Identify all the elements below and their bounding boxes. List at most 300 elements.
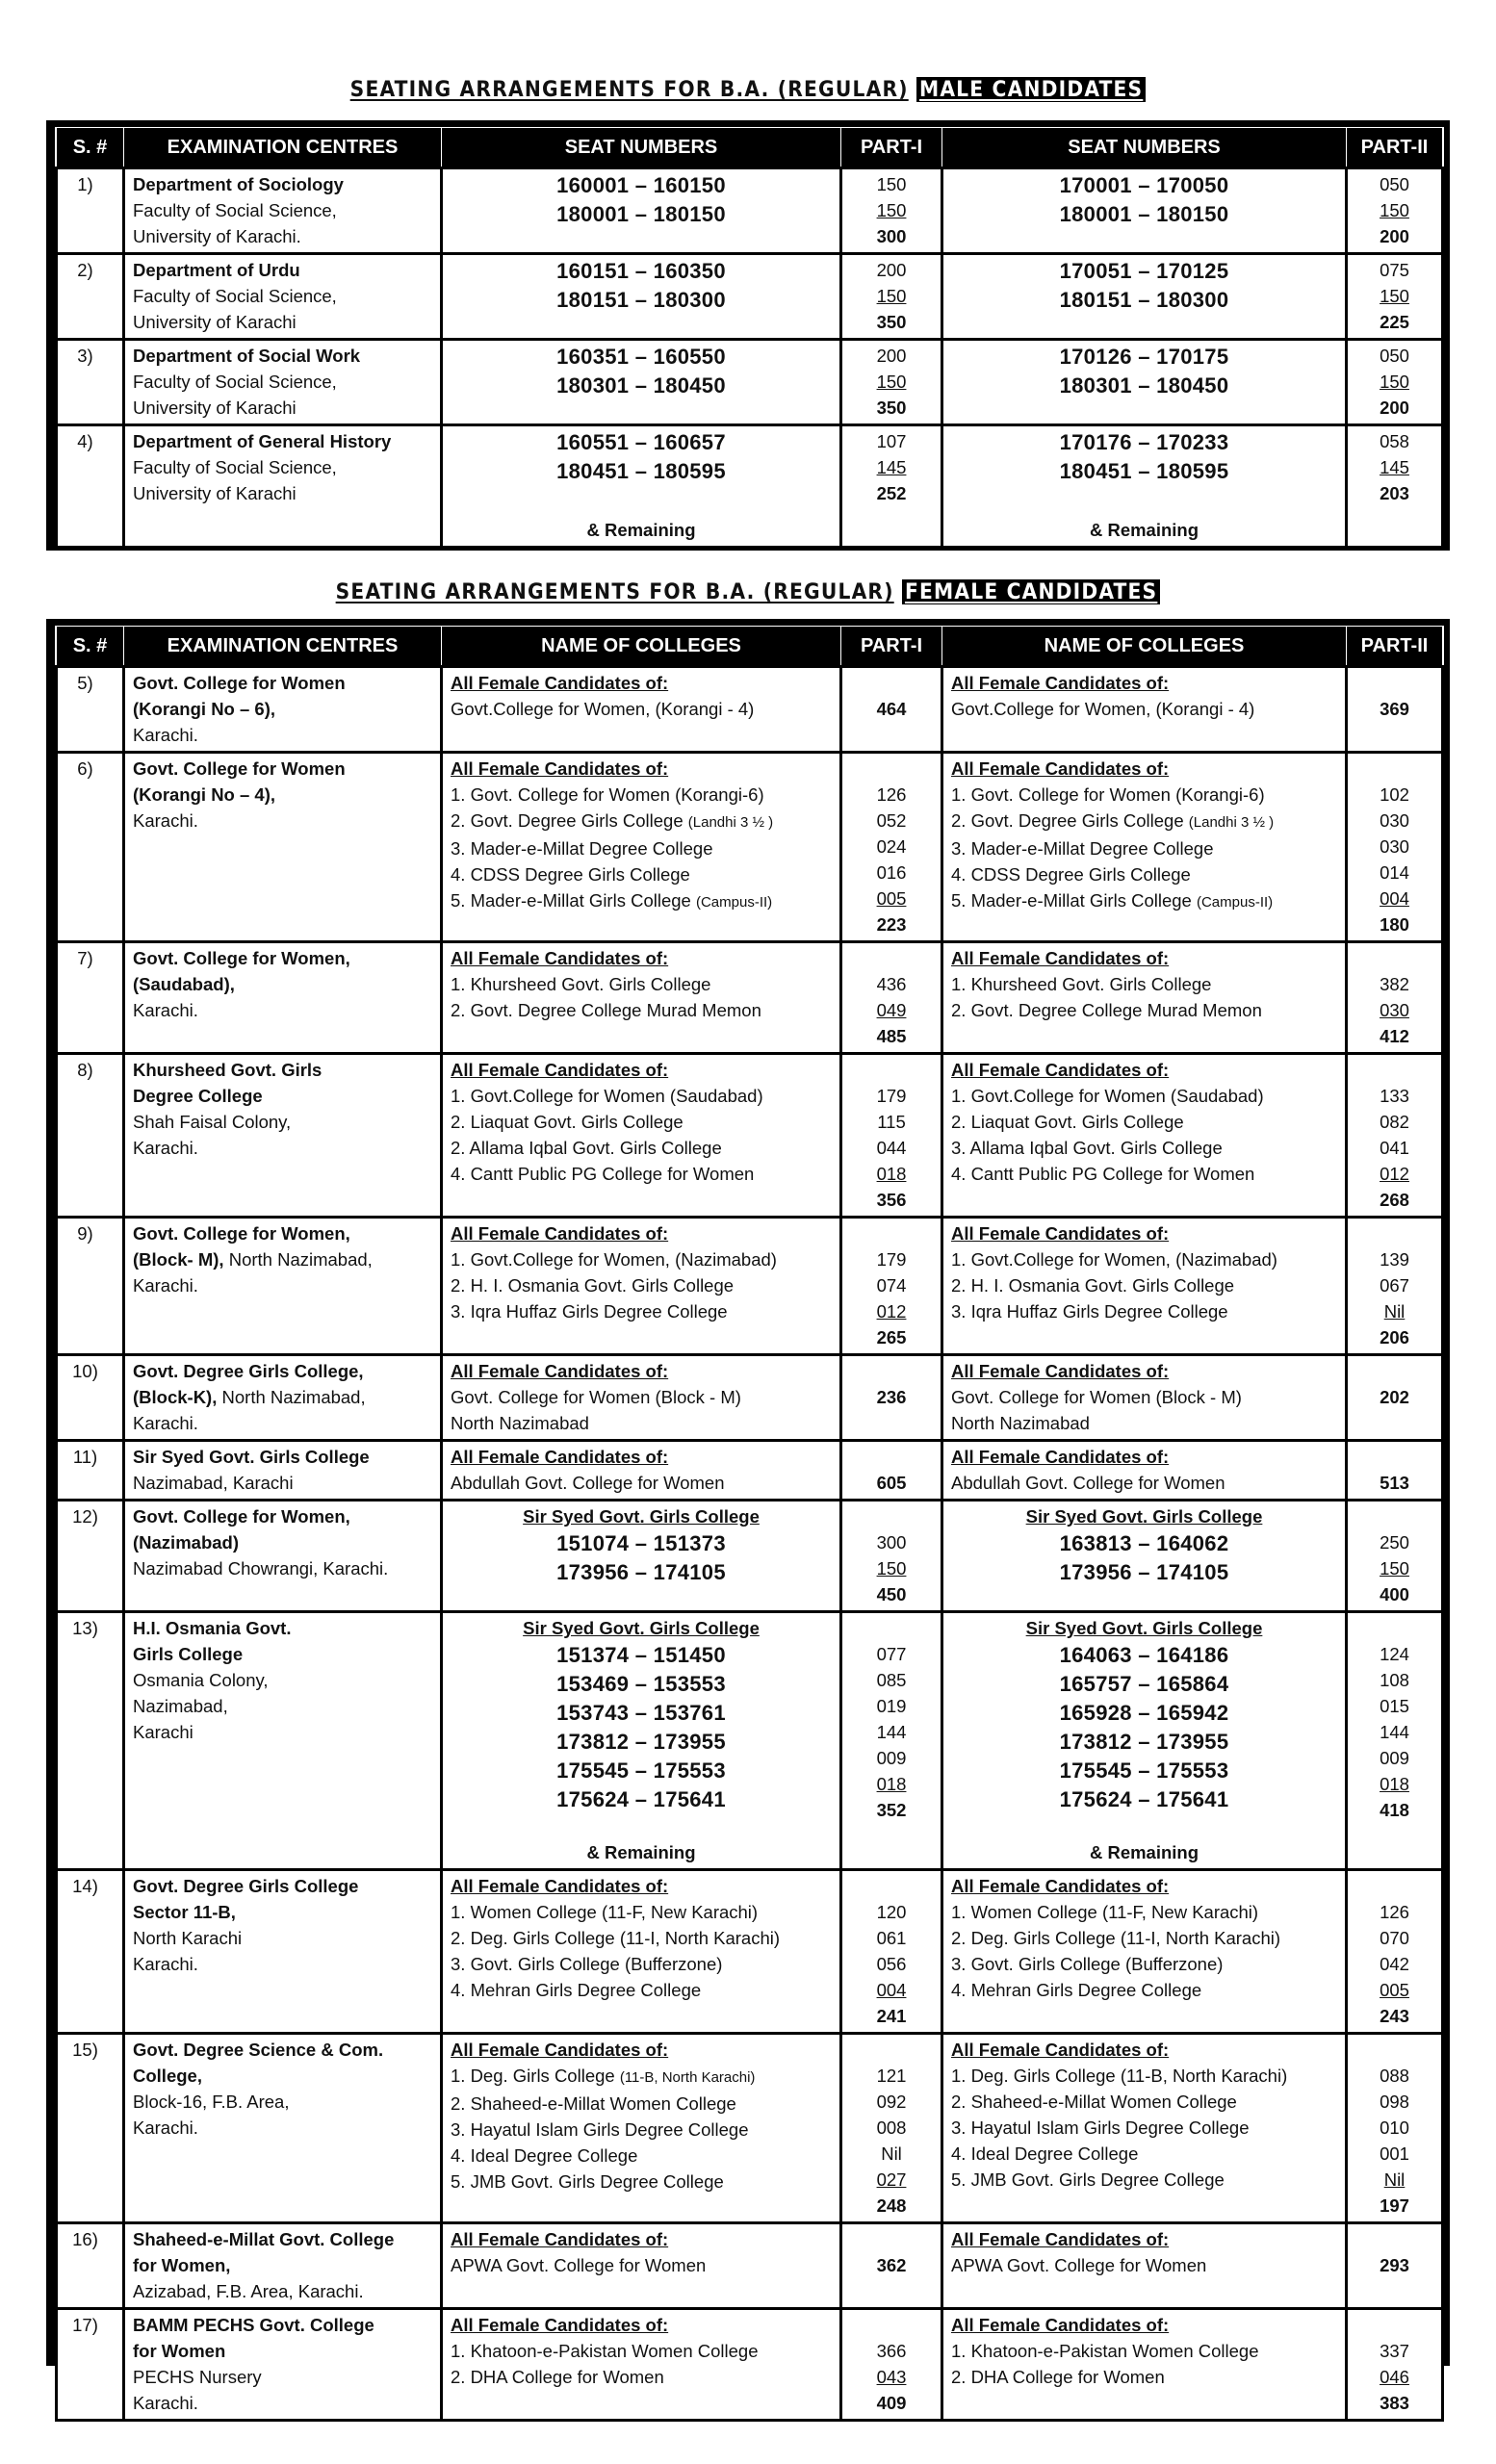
count-text: 041	[1380, 1138, 1409, 1158]
college-item	[451, 2063, 832, 2091]
spacer	[1348, 756, 1441, 782]
serial-number: 12)	[57, 1501, 124, 1612]
count-text: 250	[1380, 1532, 1409, 1553]
table-row	[57, 2034, 1443, 2223]
colleges-part1	[442, 2034, 841, 2223]
college-name: 5. JMB Govt. Girls Degree College	[951, 2169, 1225, 2190]
part2-counts	[1347, 2223, 1443, 2309]
centre-name-text: Govt. College for Women	[133, 758, 346, 779]
count-value	[1348, 1109, 1441, 1135]
examination-centre	[124, 942, 442, 1054]
count-value	[842, 1161, 941, 1187]
table-row	[57, 667, 1443, 753]
count-text: 018	[876, 1164, 907, 1184]
college-item	[951, 1384, 1337, 1410]
all-female-candidates-label: All Female Candidates of:	[451, 2315, 669, 2335]
spacer	[842, 1503, 941, 1529]
part2-counts	[1347, 2309, 1443, 2421]
male-seating-table-frame	[46, 120, 1450, 551]
count-text: 010	[1380, 2118, 1409, 2138]
spacer	[1348, 1220, 1441, 1246]
centre-name-text: Shaheed-e-Millat Govt. College	[133, 2229, 395, 2249]
count-value	[1348, 1555, 1441, 1581]
count-text: 067	[1380, 1275, 1409, 1296]
seat-numbers-part2	[942, 425, 1347, 548]
centre-name-text: (Saudabad),	[133, 974, 235, 994]
count-text: Nil	[1383, 1301, 1406, 1322]
serial-number: 2)	[57, 254, 124, 340]
seat-numbers-part2	[942, 340, 1347, 425]
count-text: 008	[876, 2118, 907, 2138]
count-text: 150	[876, 1558, 907, 1578]
centre-name-text: Khursheed Govt. Girls	[133, 1060, 322, 1080]
total-count: 248	[876, 2195, 907, 2216]
count-value	[842, 2141, 941, 2167]
college-name: 3. Allama Iqbal Govt. Girls College	[951, 1138, 1223, 1158]
college-item	[951, 1109, 1337, 1135]
college-name: 2. H. I. Osmania Govt. Girls College	[951, 1275, 1235, 1296]
part1-counts	[841, 2223, 942, 2309]
college-name: Abdullah Govt. College for Women	[951, 1473, 1225, 1493]
examination-centre	[124, 1054, 442, 1218]
count-text: 012	[1380, 1164, 1409, 1184]
count-value	[1348, 2141, 1441, 2167]
count-value	[842, 886, 941, 911]
college-item	[951, 2167, 1337, 2193]
table-row	[57, 1612, 1443, 1870]
centre-name: Department of Urdu	[133, 260, 300, 280]
college-name: 2. Shaheed-e-Millat Women College	[451, 2093, 736, 2114]
count-value	[1348, 886, 1441, 911]
seat-range: 180301 – 180450	[556, 373, 726, 398]
count-text: 200	[876, 260, 907, 280]
total-count: 412	[1380, 1026, 1409, 1046]
count-text: 150	[1380, 200, 1409, 220]
centre-name-text: Govt. Degree Girls College,	[133, 1361, 364, 1381]
count-text: 126	[876, 784, 907, 805]
serial-number: 13)	[57, 1612, 124, 1870]
female-table-header-row	[57, 627, 1443, 667]
count-text: 145	[876, 457, 907, 477]
total-count: 485	[876, 1026, 907, 1046]
centre-name-text: BAMM PECHS Govt. College	[133, 2315, 374, 2335]
seat-range: 180451 – 180595	[556, 459, 726, 483]
centre-name-line	[133, 1615, 432, 1641]
total-count: 409	[876, 2393, 907, 2413]
remaining-note: & Remaining	[586, 1842, 696, 1862]
count-text: 027	[876, 2169, 907, 2190]
col-header-serial: S. #	[57, 627, 124, 667]
all-female-candidates-label: All Female Candidates of:	[451, 1876, 669, 1896]
college-name: 2. Liaquat Govt. Girls College	[951, 1112, 1184, 1132]
colleges-part1	[442, 753, 841, 942]
centre-name-line	[133, 670, 432, 696]
table-row	[57, 942, 1443, 1054]
count-value	[842, 1951, 941, 1977]
count-value	[1348, 1529, 1441, 1555]
count-text: 001	[1380, 2143, 1409, 2164]
college-item	[951, 696, 1337, 722]
centre-name-line	[133, 971, 432, 997]
college-name: 3. Mader-e-Millat Degree College	[951, 838, 1214, 859]
college-name: 3. Mader-e-Millat Degree College	[451, 838, 713, 859]
college-name: 4. Mehran Girls Degree College	[951, 1980, 1202, 2000]
part2-counts	[1347, 254, 1443, 340]
total-count: 450	[876, 1584, 907, 1604]
count-value	[842, 1529, 941, 1555]
college-name: 1. Women College (11-F, New Karachi)	[451, 1902, 759, 1922]
centre-name: Department of Social Work	[133, 346, 361, 366]
centre-address-line: University of Karachi	[133, 398, 297, 418]
count-value	[842, 1899, 941, 1925]
centre-name-text: Govt. College for Women,	[133, 948, 350, 968]
count-value	[842, 171, 941, 197]
spacer	[1348, 1057, 1441, 1083]
college-name: 4. CDSS Degree Girls College	[951, 864, 1191, 885]
count-value	[1348, 997, 1441, 1023]
part1-counts	[841, 168, 942, 254]
count-text: 126	[1380, 1902, 1409, 1922]
table-row	[57, 1441, 1443, 1501]
examination-centre	[124, 1218, 442, 1355]
seat-range: 160151 – 160350	[556, 259, 726, 283]
centre-name-line	[133, 2226, 432, 2252]
spacer	[1348, 945, 1441, 971]
count-text: 030	[1380, 810, 1409, 831]
centre-address-line: Karachi.	[133, 810, 198, 831]
serial-number: 8)	[57, 1054, 124, 1218]
college-note: (11-B, North Karachi)	[619, 2069, 756, 2086]
all-female-candidates-label: All Female Candidates of:	[451, 2229, 669, 2249]
total-count: 202	[1380, 1387, 1409, 1407]
part2-counts	[1347, 168, 1443, 254]
centre-name-text: Sector 11-B,	[133, 1902, 236, 1922]
college-item	[951, 1161, 1337, 1187]
count-text: 144	[876, 1722, 907, 1742]
centre-name-line	[133, 1358, 432, 1384]
college-item	[951, 997, 1337, 1023]
female-seating-table-frame	[46, 619, 1450, 2413]
all-female-candidates-label: All Female Candidates of:	[951, 2315, 1170, 2335]
college-name: 4. Cantt Public PG College for Women	[451, 1164, 755, 1184]
college-item	[451, 1161, 832, 1187]
colleges-part1	[442, 1054, 841, 1218]
college-name: 1. Khatoon-e-Pakistan Women College	[951, 2341, 1259, 2361]
college-item	[951, 2115, 1337, 2141]
centre-name-line	[133, 1220, 432, 1246]
total-count: 203	[1380, 483, 1409, 503]
count-value	[1348, 1771, 1441, 1797]
count-text: 150	[1380, 286, 1409, 306]
college-item	[451, 1298, 832, 1324]
centre-name-line	[133, 2063, 432, 2089]
college-item	[951, 1410, 1337, 1436]
college-name: 1. Govt. College for Women (Korangi-6)	[951, 784, 1265, 805]
college-name: 3. Iqra Huffaz Girls Degree College	[951, 1301, 1228, 1322]
count-value	[842, 1298, 941, 1324]
seat-numbers-part1	[442, 254, 841, 340]
total-count: 206	[1380, 1327, 1409, 1348]
table-row	[57, 2223, 1443, 2309]
centre-name-line	[133, 1503, 432, 1529]
total-count: 400	[1380, 1584, 1409, 1604]
college-name: 1. Women College (11-F, New Karachi)	[951, 1902, 1259, 1922]
college-item	[451, 1272, 832, 1298]
total-count: 605	[876, 1473, 907, 1493]
college-item	[451, 1470, 832, 1496]
college-item	[451, 1109, 832, 1135]
centre-address-line: Karachi.	[133, 725, 198, 745]
count-text: 005	[1380, 1980, 1409, 2000]
seat-range: 173956 – 174105	[556, 1560, 726, 1584]
remaining-note: & Remaining	[1089, 520, 1199, 540]
spacer	[842, 2037, 941, 2063]
college-name: 1. Govt.College for Women (Saudabad)	[451, 1086, 763, 1106]
count-text: 043	[876, 2367, 907, 2387]
seat-range: 170126 – 170175	[1059, 345, 1229, 369]
seat-range: 173812 – 173955	[556, 1730, 726, 1754]
count-value	[1348, 1083, 1441, 1109]
female-seating-table	[55, 626, 1444, 2422]
table-row	[57, 1054, 1443, 1218]
count-value	[842, 1667, 941, 1693]
centre-name-text: (Block-K),	[133, 1387, 218, 1407]
seat-range: 165757 – 165864	[1059, 1672, 1229, 1696]
seat-numbers-part1	[442, 340, 841, 425]
total-count: 223	[876, 914, 907, 935]
total-count: 350	[876, 398, 907, 418]
count-value	[1348, 2167, 1441, 2193]
centre-address-line: Karachi.	[133, 2393, 198, 2413]
count-value	[1348, 2364, 1441, 2390]
college-item	[951, 2252, 1337, 2278]
centre-address-line: University of Karachi	[133, 483, 297, 503]
college-name: 1. Govt.College for Women, (Nazimabad)	[951, 1249, 1277, 1270]
centre-name-text: Girls College	[133, 1644, 244, 1664]
college-item	[951, 1135, 1337, 1161]
centre-name-line	[133, 1641, 432, 1667]
part2-counts	[1347, 1355, 1443, 1441]
college-name: 4. Mehran Girls Degree College	[451, 1980, 702, 2000]
centre-address-line: PECHS Nursery	[133, 2367, 262, 2387]
centre-name-line	[133, 1384, 432, 1410]
centre-name-text: for Women	[133, 2341, 226, 2361]
college-item	[951, 1925, 1337, 1951]
college-item	[951, 835, 1337, 861]
college-item	[451, 1246, 832, 1272]
centre-address-line: Karachi.	[133, 1413, 198, 1433]
seat-range: 180151 – 180300	[1059, 288, 1229, 312]
spacer	[1348, 1444, 1441, 1470]
college-name: 1. Deg. Girls College (11-B, North Karachi)	[951, 2066, 1288, 2086]
count-text: 004	[876, 1980, 907, 2000]
part1-counts	[841, 1355, 942, 1441]
count-value	[842, 1641, 941, 1667]
count-value	[1348, 1135, 1441, 1161]
count-value	[842, 283, 941, 309]
count-value	[842, 834, 941, 860]
college-name: 1. Govt.College for Women (Saudabad)	[951, 1086, 1264, 1106]
centre-address-line: University of Karachi.	[133, 226, 301, 246]
examination-centre	[124, 254, 442, 340]
part2-counts	[1347, 2034, 1443, 2223]
centre-name-line	[133, 2312, 432, 2338]
colleges-part2	[942, 753, 1347, 942]
college-name: Govt. College for Women (Block - M)	[451, 1387, 741, 1407]
college-item	[451, 1135, 832, 1161]
college-item	[451, 2252, 832, 2278]
count-value	[1348, 1161, 1441, 1187]
colleges-part1	[442, 1441, 841, 1501]
count-value	[1348, 1899, 1441, 1925]
seat-range: 180451 – 180595	[1059, 459, 1229, 483]
college-name: 2. H. I. Osmania Govt. Girls College	[451, 1275, 735, 1296]
spacer	[1348, 1873, 1441, 1899]
centre-name-text: (Korangi No – 6),	[133, 699, 276, 719]
count-text: 014	[1380, 862, 1409, 883]
college-name: 4. Ideal Degree College	[451, 2145, 638, 2166]
centre-address-line: Karachi.	[133, 1000, 198, 1020]
part2-counts	[1347, 1054, 1443, 1218]
count-value	[842, 2364, 941, 2390]
col-header-part2: PART-II	[1347, 627, 1443, 667]
count-value	[1348, 257, 1441, 283]
college-name: 4. Cantt Public PG College for Women	[951, 1164, 1255, 1184]
centre-name-text: (Nazimabad)	[133, 1532, 239, 1553]
col-header-serial: S. #	[57, 128, 124, 168]
centre-name-line	[133, 782, 432, 808]
serial-number: 1)	[57, 168, 124, 254]
part1-counts	[841, 1441, 942, 1501]
spacer	[842, 2226, 941, 2252]
college-item	[451, 1925, 832, 1951]
centre-name-text: Govt. Degree Science & Com.	[133, 2040, 384, 2060]
count-text: 018	[876, 1774, 907, 1794]
college-item	[451, 1384, 832, 1410]
centre-name-text: (Block- M),	[133, 1249, 224, 1270]
part2-counts	[1347, 1501, 1443, 1612]
centre-name: Department of General History	[133, 431, 392, 451]
count-value	[842, 257, 941, 283]
count-text: 085	[876, 1670, 907, 1690]
serial-number: 16)	[57, 2223, 124, 2309]
college-item	[951, 1083, 1337, 1109]
count-value	[1348, 860, 1441, 886]
examination-centre	[124, 340, 442, 425]
col-header-part1: PART-I	[841, 627, 942, 667]
college-item	[451, 997, 832, 1023]
table-row	[57, 1218, 1443, 1355]
college-item	[451, 887, 832, 915]
spacer	[842, 945, 941, 971]
seat-range: 170051 – 170125	[1059, 259, 1229, 283]
college-note: (Landhi 3 ½ )	[1188, 814, 1275, 831]
serial-number: 3)	[57, 340, 124, 425]
college-item	[951, 1246, 1337, 1272]
seat-range: 180151 – 180300	[556, 288, 726, 312]
total-count: 352	[876, 1800, 907, 1820]
count-text: 070	[1380, 1928, 1409, 1948]
college-name: 1. Khursheed Govt. Girls College	[451, 974, 711, 994]
college-item	[451, 808, 832, 835]
centre-area-text: North Nazimabad,	[223, 1249, 373, 1270]
centre-name-text: Govt. College for Women,	[133, 1223, 350, 1244]
spacer	[842, 1358, 941, 1384]
centre-name-text: Govt. Degree Girls College	[133, 1876, 359, 1896]
part2-counts	[1347, 942, 1443, 1054]
centre-address-line: Faculty of Social Science,	[133, 200, 337, 220]
total-count: 200	[1380, 398, 1409, 418]
total-count: 350	[876, 312, 907, 332]
centre-address-line: Karachi.	[133, 1138, 198, 1158]
count-text: 107	[876, 431, 907, 451]
all-female-candidates-label: All Female Candidates of:	[951, 2229, 1170, 2249]
seat-range: 160551 – 160657	[556, 430, 726, 454]
college-name: 3. Iqra Huffaz Girls Degree College	[451, 1301, 728, 1322]
centre-name: Department of Sociology	[133, 174, 344, 194]
centre-address-line: Nazimabad, Karachi	[133, 1473, 294, 1493]
count-value	[1348, 1925, 1441, 1951]
total-count: 200	[1380, 226, 1409, 246]
count-text: 024	[876, 836, 907, 857]
colleges-part2	[942, 2223, 1347, 2309]
spacer	[842, 1220, 941, 1246]
all-female-candidates-label: All Female Candidates of:	[951, 948, 1170, 968]
serial-number: 14)	[57, 1870, 124, 2034]
count-text: 042	[1380, 1954, 1409, 1974]
college-name: 2. Liaquat Govt. Girls College	[451, 1112, 684, 1132]
count-text: 009	[1380, 1748, 1409, 1768]
count-value	[1348, 782, 1441, 808]
all-female-candidates-label: All Female Candidates of:	[951, 758, 1170, 779]
count-text: 050	[1380, 174, 1409, 194]
count-text: 150	[876, 174, 907, 194]
centre-address-line: Nazimabad Chowrangi, Karachi.	[133, 1558, 389, 1578]
count-value	[842, 1135, 941, 1161]
count-text: 139	[1380, 1249, 1409, 1270]
college-name: 2. DHA College for Women	[451, 2367, 664, 2387]
col-header-colleges-part2: NAME OF COLLEGES	[942, 627, 1347, 667]
college-item	[951, 808, 1337, 835]
count-value	[842, 971, 941, 997]
college-item	[451, 971, 832, 997]
centre-address-line: Karachi.	[133, 2118, 198, 2138]
count-text: 030	[1380, 836, 1409, 857]
centre-area-text: North Nazimabad,	[217, 1387, 366, 1407]
count-value	[842, 1693, 941, 1719]
college-name: 3. Hayatul Islam Girls Degree College	[951, 2118, 1250, 2138]
colleges-part1	[442, 942, 841, 1054]
count-text: 056	[876, 1954, 907, 1974]
count-value	[842, 1771, 941, 1797]
centre-name-text: H.I. Osmania Govt.	[133, 1618, 292, 1638]
seat-range: 170001 – 170050	[1059, 173, 1229, 197]
centre-name-text: for Women,	[133, 2255, 231, 2275]
spacer	[1348, 1503, 1441, 1529]
seat-range: 151074 – 151373	[556, 1531, 726, 1555]
colleges-part2	[942, 1441, 1347, 1501]
centre-name-line	[133, 1873, 432, 1899]
count-value	[842, 1745, 941, 1771]
count-text: 077	[876, 1644, 907, 1664]
count-text: 120	[876, 1902, 907, 1922]
source-college-label: Sir Syed Govt. Girls College	[1025, 1506, 1263, 1527]
count-value	[842, 369, 941, 395]
college-name: Abdullah Govt. College for Women	[451, 1473, 725, 1493]
centre-address-line: Faculty of Social Science,	[133, 372, 337, 392]
college-item	[951, 2364, 1337, 2390]
total-count: 383	[1380, 2393, 1409, 2413]
